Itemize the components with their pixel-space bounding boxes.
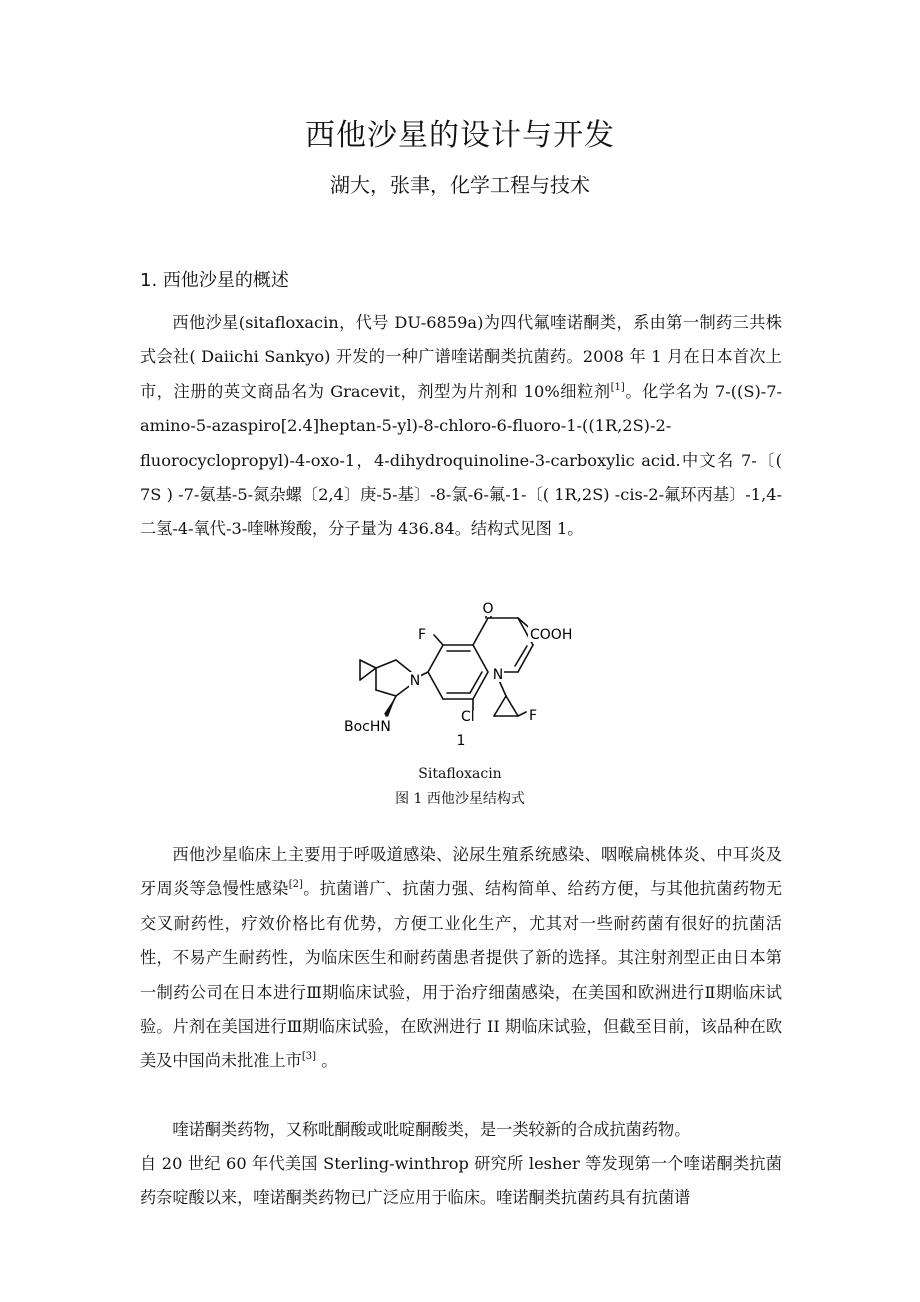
- paragraph-clinical: [140, 838, 782, 1079]
- structure-compound-number: 1: [456, 733, 466, 749]
- citation-ref: [2]: [288, 879, 303, 891]
- document-authors: 湖大，张聿，化学工程与技术: [330, 173, 590, 197]
- figure-compound-name: Sitafloxacin: [418, 766, 502, 782]
- paragraph-text: 。化学名为 7-((S)-7-amino-5-azaspiro[2.4]heptan-5-yl)-8-chloro-6-fluoro-1-((1R,2S)-2-fluorocyclopropyl)-4-oxo-1，4-dihydroquinoline-3-carboxylic acid.中文名 7-〔( 7S ) -7-氨基-5-氮杂螺〔2,4〕庚-5-基〕-8-氯-6-氟-1-〔( 1R,2S) -cis-2-氟环丙基〕-1,4-二氢-4-氧代-3-喹啉羧酸，分子量为 436.84。结构式见图 1。: [140, 381, 783, 539]
- paragraph-text: 西他沙星临床上主要用于呼吸道感染、泌尿生殖系统感染、咽喉扁桃体炎、中耳炎及牙周炎等急慢性感染: [140, 845, 782, 899]
- structure-label-fluorine: F: [529, 708, 538, 724]
- document-title: 西他沙星的设计与开发: [305, 118, 615, 153]
- citation-ref: [3]: [301, 1051, 317, 1063]
- figure-caption: 图 1 西他沙星结构式: [395, 791, 525, 807]
- structure-label-cooh: COOH: [530, 627, 573, 643]
- paragraph-history: 自 20 世纪 60 年代美国 Sterling-winthrop 研究所 lesher 等发现第一个喹诺酮类抗菌药奈啶酸以来，喹诺酮类药物已广泛应用于临床。喹诺酮类抗菌药具有抗菌谱: [140, 1154, 782, 1208]
- paragraph-text: 。抗菌谱广、抗菌力强、结构简单、给药方便，与其他抗菌药物无交叉耐药性，疗效价格比有优势，方便工业化生产，尤其对一些耐药菌有很好的抗菌活性，不易产生耐药性，为临床医生和耐药菌患者提供了新的选择。其注射剂型正由日本第一制药公司在日本进行Ⅲ期临床试验，用于治疗细菌感染，在美国和欧洲进行Ⅱ期临床试验。片剂在美国进行Ⅲ期临床试验，在欧洲进行 II 期临床试验，但截至目前，该品种在欧美及中国尚未批准上市: [140, 879, 783, 1071]
- chemical-structure-diagram: [330, 600, 590, 750]
- structure-label-bochn: BocHN: [344, 719, 391, 735]
- paragraph-quinolones: 喹诺酮类药物，又称吡酮酸或吡啶酮酸类，是一类较新的合成抗菌药物。: [172, 1120, 691, 1139]
- paragraph-text: 。: [316, 1051, 338, 1071]
- section-heading: 1. 西他沙星的概述: [140, 270, 289, 291]
- structure-figure: [330, 600, 590, 750]
- structure-label-nitrogen: N: [492, 667, 504, 683]
- citation-ref: [1]: [610, 381, 625, 393]
- structure-label-nitrogen: N: [409, 673, 421, 689]
- structure-label-oxygen: O: [482, 601, 494, 617]
- paragraph-text: 西他沙星(sitafloxacin，代号 DU-6859a)为四代氟喹诺酮类，系由第一制药三共株式会社( Daiichi Sankyo) 开发的一种广谱喹诺酮类抗菌药。2008 年 1 月在日本首次上市，注册的英文商品名为 Gracevit，剂型为片剂和 10%细粒剂: [140, 313, 782, 401]
- structure-label-fluorine: F: [417, 627, 427, 643]
- paragraph-overview: [140, 306, 782, 547]
- structure-label-chlorine: Cl: [461, 709, 475, 725]
